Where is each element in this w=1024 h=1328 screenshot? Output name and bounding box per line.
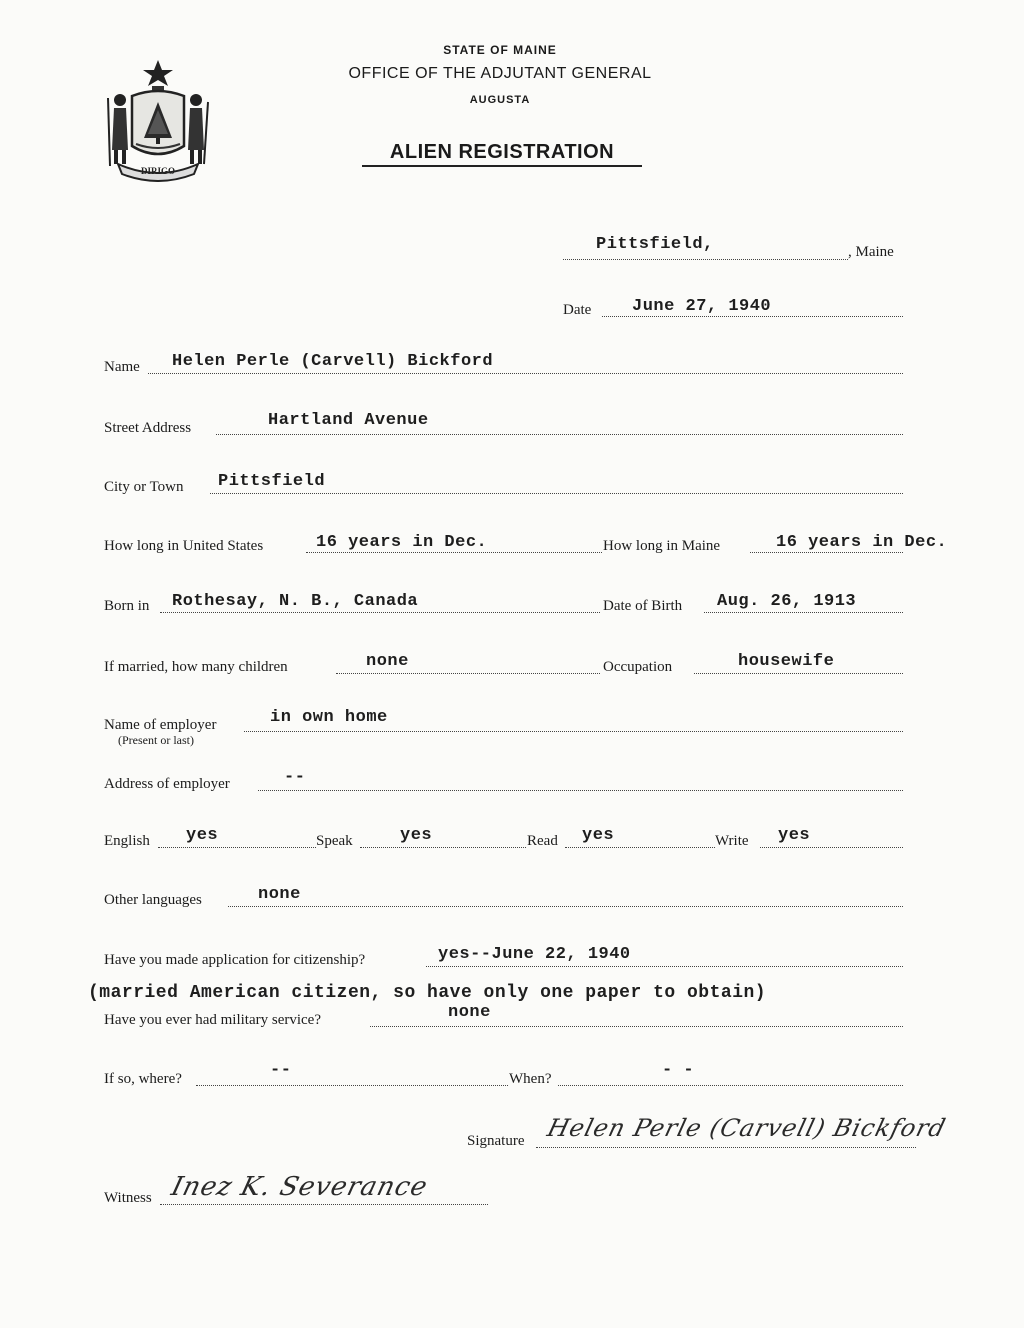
english-value: yes [186, 826, 219, 845]
employer-value: in own home [270, 708, 388, 727]
name-value: Helen Perle (Carvell) Bickford [172, 352, 494, 371]
employer-address-value: -- [284, 768, 306, 787]
read-value: yes [582, 826, 615, 845]
street-value: Hartland Avenue [268, 411, 429, 430]
maine-duration-value: 16 years in Dec. [776, 533, 948, 552]
date-value: June 27, 1940 [632, 297, 772, 316]
city-label: City or Town [104, 479, 184, 495]
maine-state-seal-icon [102, 58, 214, 182]
military-value: none [448, 1003, 491, 1022]
speak-label: Speak [316, 833, 353, 849]
seal-motto: DIRIGO [140, 166, 176, 176]
state-suffix: , Maine [848, 244, 894, 260]
name-label: Name [104, 359, 140, 375]
citizenship-value: yes--June 22, 1940 [438, 945, 631, 964]
children-label: If married, how many children [104, 659, 288, 675]
where-label: If so, where? [104, 1071, 182, 1087]
where-value: -- [270, 1061, 292, 1080]
citizenship-label: Have you made application for citizenship? [104, 952, 366, 968]
witness-handwriting: Inez K. Severance [168, 1172, 431, 1202]
us-duration-value: 16 years in Dec. [316, 533, 488, 552]
write-value: yes [778, 826, 811, 845]
children-value: none [366, 652, 409, 671]
place-value: Pittsfield, [596, 235, 714, 254]
speak-value: yes [400, 826, 433, 845]
other-languages-label: Other languages [104, 892, 202, 908]
occupation-value: housewife [738, 652, 835, 671]
military-label: Have you ever had military service? [104, 1012, 321, 1028]
maine-duration-label: How long in Maine [603, 538, 721, 554]
born-value: Rothesay, N. B., Canada [172, 592, 419, 611]
read-label: Read [527, 833, 558, 849]
date-label: Date [563, 302, 592, 318]
city-value: Pittsfield [218, 472, 326, 491]
form-title: ALIEN REGISTRATION [362, 141, 642, 167]
occupation-label: Occupation [603, 659, 673, 675]
born-label: Born in [104, 598, 150, 614]
when-value: - - [662, 1061, 695, 1080]
dob-label: Date of Birth [603, 598, 683, 614]
english-label: English [104, 833, 150, 849]
witness-label: Witness [104, 1190, 152, 1206]
dob-value: Aug. 26, 1913 [717, 592, 857, 611]
citizenship-note: (married American citizen, so have only one paper to obtain) [88, 983, 767, 1003]
us-duration-label: How long in United States [104, 538, 264, 554]
signature-handwriting: Helen Perle (Carvell) Bickford [544, 1114, 949, 1142]
office-heading: OFFICE OF THE ADJUTANT GENERAL [348, 65, 652, 82]
signature-label: Signature [467, 1133, 525, 1149]
street-label: Street Address [104, 420, 192, 436]
when-label: When? [509, 1071, 552, 1087]
other-languages-value: none [258, 885, 301, 904]
employer-sublabel: (Present or last) [118, 733, 194, 747]
employer-label: Name of employer [104, 717, 217, 733]
state-heading: STATE OF MAINE [443, 43, 557, 57]
write-label: Write [715, 833, 749, 849]
city-heading: AUGUSTA [469, 94, 531, 106]
employer-address-label: Address of employer [104, 776, 230, 792]
